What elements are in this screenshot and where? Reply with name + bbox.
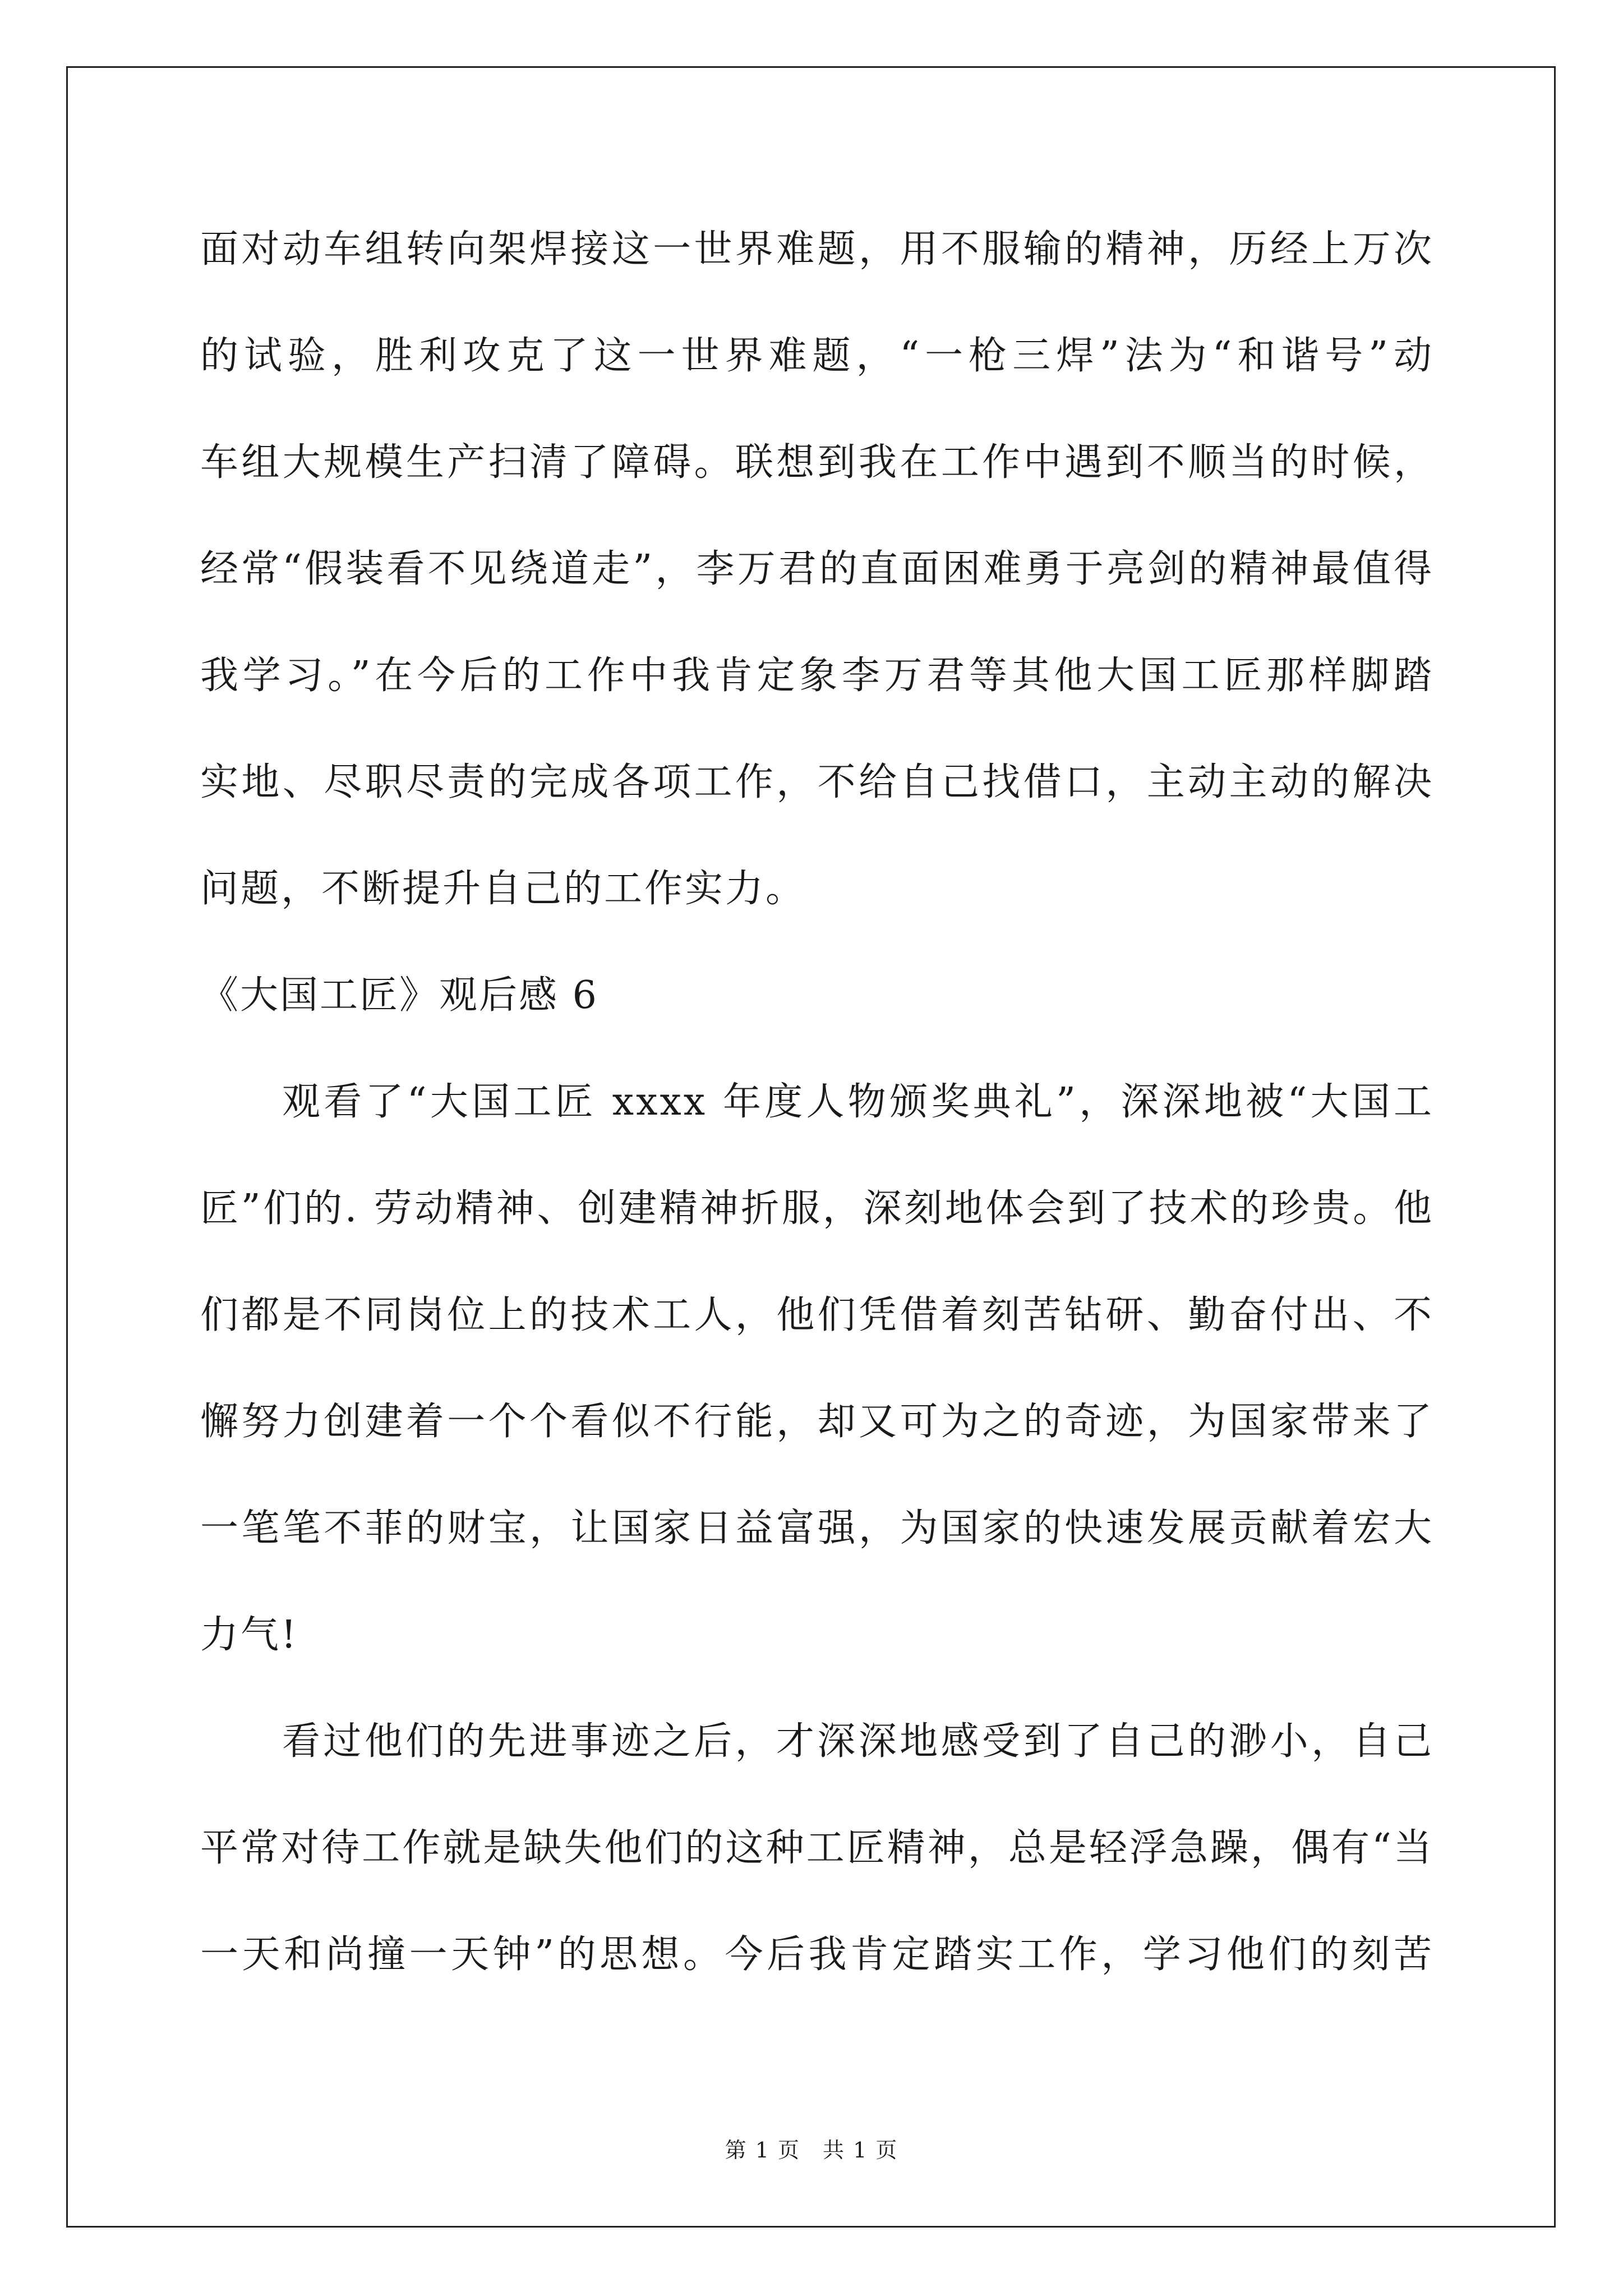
page-footer: 第 1 页 共 1 页: [725, 2138, 898, 2162]
paragraph-line: 一笔笔不菲的财宝，让国家日益富强，为国家的快速发展贡献着宏大: [200, 1506, 1434, 1550]
paragraph-line: 平常对待工作就是缺失他们的这种工匠精神，总是轻浮急躁，偶有“当: [200, 1826, 1434, 1870]
paragraph-line: 懈努力创建着一个个看似不行能，却又可为之的奇迹，为国家带来了: [200, 1400, 1434, 1444]
paragraph-line: 们都是不同岗位上的技术工人，他们凭借着刻苦钻研、勤奋付出、不: [200, 1293, 1434, 1337]
paragraph-line: 看过他们的先进事迹之后，才深深地感受到了自己的渺小，自己: [282, 1719, 1434, 1764]
paragraph-line: 一天和尚撞一天钟”的思想。今后我肯定踏实工作，学习他们的刻苦: [200, 1932, 1434, 1977]
paragraph-line: 面对动车组转向架焊接这一世界难题，用不服输的精神，历经上万次: [200, 227, 1434, 272]
paragraph-line: 问题，不断提升自己的工作实力。: [200, 867, 806, 911]
paragraph-line: 实地、尽职尽责的完成各项工作，不给自己找借口，主动主动的解决: [200, 760, 1434, 804]
paragraph-line: 力气!: [200, 1613, 299, 1657]
paragraph-line: 经常“假装看不见绕道走”，李万君的直面困难勇于亮剑的精神最值得: [200, 547, 1434, 591]
paragraph-line: 的试验，胜利攻克了这一世界难题，“一枪三焊”法为“和谐号”动: [200, 334, 1434, 378]
paragraph-line: 观看了“大国工匠 xxxx 年度人物颁奖典礼”，深深地被“大国工: [282, 1080, 1434, 1124]
paragraph-line: 我学习。”在今后的工作中我肯定象李万君等其他大国工匠那样脚踏: [200, 654, 1434, 698]
document-body: [200, 213, 1434, 2025]
section-heading: 《大国工匠》观后感 6: [200, 973, 598, 1018]
paragraph-line: 匠”们的. 劳动精神、创建精神折服，深刻地体会到了技术的珍贵。他: [200, 1186, 1434, 1231]
paragraph-line: 车组大规模生产扫清了障碍。联想到我在工作中遇到不顺当的时候，: [200, 440, 1434, 485]
